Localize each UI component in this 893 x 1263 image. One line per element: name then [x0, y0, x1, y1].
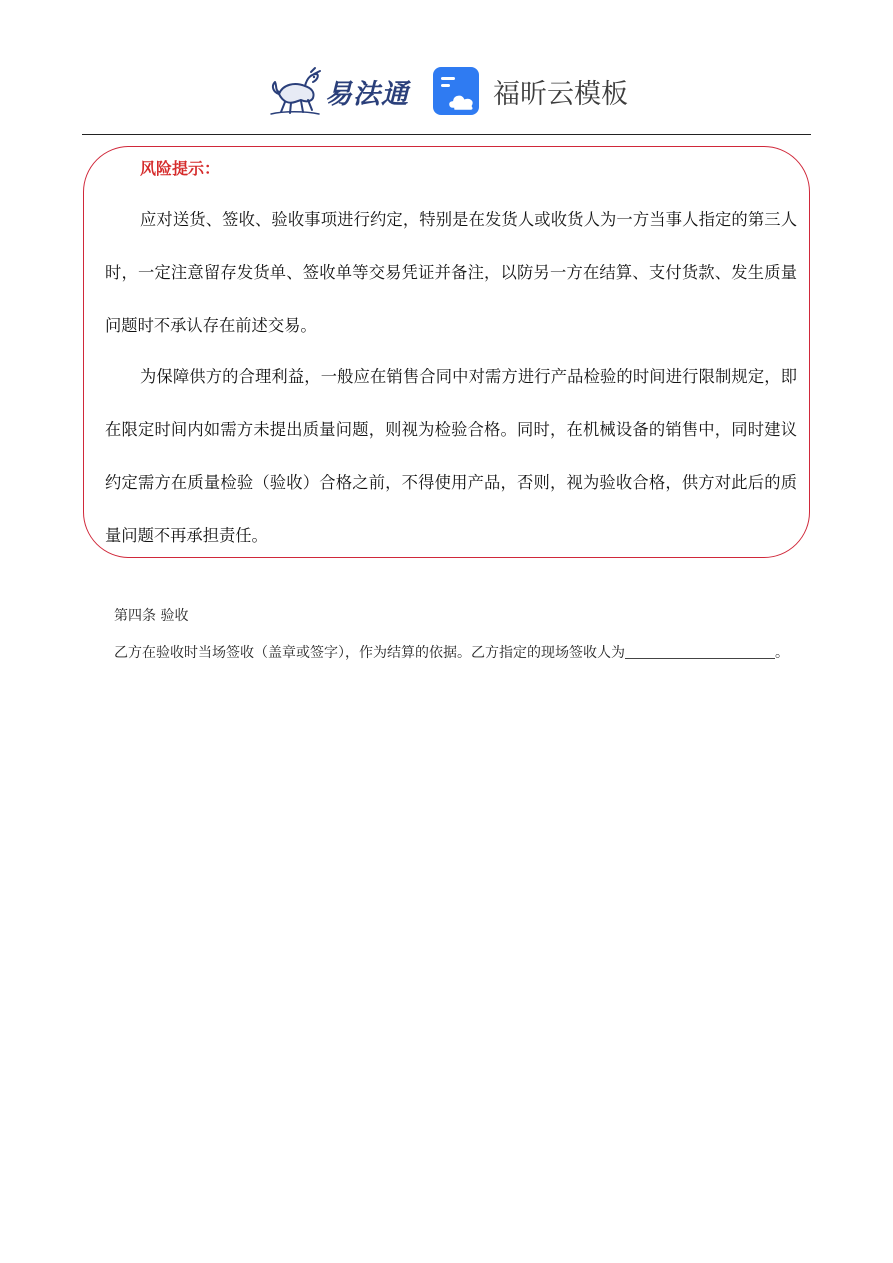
- risk-notice-title: 风险提示：: [140, 159, 221, 178]
- article-4-body: [82, 634, 812, 672]
- page-header: [0, 56, 893, 126]
- fuxin-logo: [431, 65, 628, 117]
- signer-blank-line-continued[interactable]: [743, 644, 775, 659]
- risk-paragraph-1: 应对送货、签收、验收事项进行约定，特别是在发货人或收货人为一方当事人指定的第三人时，一定注意留存发货单、签收单等交易凭证并备注，以防另一方在结算、支付货款、发生质量问题时不承认存在前述交易。: [105, 210, 797, 335]
- signer-blank-line[interactable]: [625, 644, 743, 659]
- qilin-icon: [265, 64, 323, 118]
- fuxin-name: 福昕云模板: [493, 78, 628, 110]
- cloud-template-icon: [431, 65, 483, 117]
- article-4-text: 乙方在验收时当场签收（盖章或签字），作为结算的依据。乙方指定的现场签收人为: [114, 645, 625, 661]
- risk-paragraph-2: 为保障供方的合理利益，一般应在销售合同中对需方进行产品检验的时间进行限制规定，即在限定时间内如需方未提出质量问题，则视为检验合格。同时，在机械设备的销售中，同时建议约定需方在质量检验（验收）合格之前，不得使用产品，否则，视为验收合格，供方对此后的质量问题不再承担责任。: [105, 367, 797, 545]
- article-4-end: 。: [775, 645, 789, 661]
- yifatong-logo: [265, 64, 409, 118]
- yifatong-name: 易法通: [325, 78, 409, 110]
- header-divider: [82, 134, 811, 135]
- article-4-title: 第四条 验收: [114, 608, 189, 624]
